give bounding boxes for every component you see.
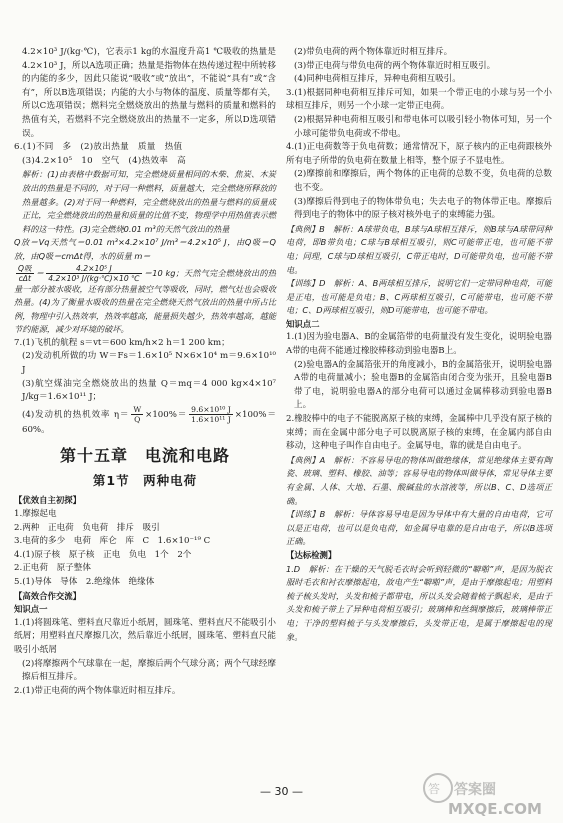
fraction: [46, 264, 141, 283]
fraction-denominator: 4.2×10³ J/(kg·℃)×10 ℃: [48, 273, 140, 283]
explanation-paragraph: 解析：(1)由表格中数据可知，完全燃烧质量相同的木柴、焦炭、木炭放出的热量是不同的，对于同一种燃料，质量越大，完全燃烧所释放的热量越多。(2)对于同一种燃料，完全燃烧放出的热量与燃料的质量成正比，完全燃烧放出的热量和质量的比值不变，物理学中用热值表示燃料的这一特性。(3)完全燃烧0.01 m³的天然气放出的热量: [22, 169, 276, 234]
formula-head: (4)发动机的热机效率 η＝: [22, 409, 130, 420]
fraction-numerator: Q吸: [18, 263, 32, 273]
fraction: [189, 405, 233, 424]
section-header: 【高效合作交流】: [14, 590, 81, 601]
answer-line: 4.(1)正电荷数等于负电荷数；通常情况下，原子核内的正电荷跟核外所有电子所带的负电荷在数量上相等，整个原子不显电性。: [286, 142, 552, 166]
section-header: 【优效自主初探】: [14, 495, 81, 506]
answer-line: 1.(1)将圆珠笔、塑料直尺靠近小纸屑，圆珠笔、塑料直尺不能吸引小纸屑；用塑料直尺摩擦几次，然后靠近小纸屑，圆珠笔、塑料直尺能吸引小纸屑: [14, 617, 276, 655]
formula-line: $\frac{\text{Q吸}}{\text{cΔt}}$ ＝ $\frac{\text{4.2×10⁵ J}}{\text{4.2×10³ J/(kg·℃)×10 ℃}}$ ＝10 kg；天然气完全燃烧放出的热量一部分被水吸收，还有部分热量被空气等吸收，同时，燃气灶也会吸收热量。(4)为了衡量水吸收的热量在完全燃烧天然气放出的热量中所占比例，物理中引入热效率，热效率越高，能量损失越少，热效率越高，越能节约能源，减少对环境的破坏。: [14, 263, 277, 335]
knowledge-point-header: 知识点一: [14, 604, 48, 615]
answer-line: 4.(1)原子核 原子核 正电 负电 1个 2个: [14, 549, 192, 560]
training-block: 【训练】B 解析：导体容易导电是因为导体中有大量的自由电荷，它可以是正电荷，也可以是负电荷，如金属导电靠的是自由电子，所以B选项正确。: [286, 509, 552, 547]
fraction: [131, 405, 143, 424]
answer-line: 7.(1)飞机的航程 s＝vt＝600 km/h×2 h＝1 200 km；: [14, 337, 230, 348]
answer-line: 2.(1)带正电荷的两个物体靠近时相互排斥。: [14, 685, 181, 696]
answer-line: (3)摩擦后得到电子的物体带负电；失去电子的物体带正电。摩擦后得到电子的物体中的原子核对核外电子的束缚能力强。: [294, 196, 552, 221]
answer-line: 1.D 解析：在干燥的天气脱毛衣时会听到轻微的“噼啪”声，是因为脱衣服时毛衣和衬衣摩擦起电，故电产生“噼啪”声，是由于摩擦起电；用塑料梳子梳头发时，头发和梳子都带电，所以头发会随着梳子飘起来，是由于头发和梳子带上了异种电荷相互吸引；玻璃棒和丝绸摩擦后，玻璃棒带正电；干净的塑料梳子与头发摩擦后，头发带正电，是属于摩擦起电的现象。: [286, 563, 552, 642]
explanation-paragraph: Q放＝Vq天然气＝0.01 m³×4.2×10⁷ J/m³＝4.2×10⁵ J，由Q吸＝Q放，由Q吸＝cmΔt得，水的质量 m＝: [14, 237, 276, 261]
fraction-denominator: Q: [134, 414, 141, 424]
formula-tail: ×100%＝60%。: [22, 409, 276, 435]
fraction-denominator: 1.6×10¹¹ J: [191, 414, 231, 424]
answer-line: 1.摩擦起电: [14, 509, 57, 520]
answer-line: 2.橡胶棒中的电子不能脱离原子核的束缚，金属棒中几乎没有原子核的束缚；而在金属中部分电子可以脱离原子核的束缚，在金属内部自由移动，这种电子叫作自由电子。金属导电，靠的就是自由电子。: [286, 414, 553, 452]
answer-line: 3.电荷的多少 电荷 库仑 库 C 1.6×10⁻¹⁹ C: [14, 536, 211, 547]
answer-line: 6.(1)不同 多 (2)放出热量 质量 热值: [14, 142, 183, 153]
answer-line: 1.(1)因为验电器A、B的金属箔带的电荷量没有发生变化，说明验电器A带的电荷不能通过橡胶棒移动到验电器B上。: [286, 332, 552, 357]
chapter-title: 第十五章 电流和电路: [59, 446, 230, 466]
svg-text:答案圈: 答案圈: [454, 782, 496, 798]
section-header: 【达标检测】: [286, 549, 337, 560]
training-block: 【训练】D 解析：A、B两球相互排斥，说明它们一定带同种电荷，可能是正电，也可能是负电；B、C两球相互吸引，C可能带电，也可能不带电；C、D两球相互吸引，则D可能带电，也可能不带电。: [286, 278, 552, 316]
fraction-denominator: cΔt: [18, 273, 31, 283]
answer-line: (2)将摩擦两个气球靠在一起，摩擦后两个气球分离；两个气球经摩擦后相互排斥。: [22, 658, 276, 683]
svg-text:答: 答: [428, 782, 441, 796]
fraction-numerator: W: [133, 404, 142, 414]
fraction-numerator: 9.6×10¹⁰ J: [191, 404, 231, 414]
answer-line: (2)验电器A的金属箔张开的角度减小，B的金属箔张开，说明验电器A带的电荷量减小；验电器B的金属箔由闭合变为张开，且验电器B带了电，说明验电器A的部分电荷可以通过金属棒移动到验电器B上。: [294, 359, 552, 411]
answer-line: (3)航空煤油完全燃烧放出的热量 Q＝mq＝4 000 kg×4×10⁷ J/kg＝1.6×10¹¹ J；: [22, 378, 276, 403]
answer-line: (2)发动机所做的功 W＝Fs＝1.6×10⁵ N×6×10⁴ m＝9.6×10¹⁰ J: [22, 351, 276, 376]
watermark-logo: [418, 770, 558, 818]
knowledge-point-header: 知识点二: [286, 318, 320, 329]
answer-line: 5.(1)导体 导体 2.绝缘体 绝缘体: [14, 577, 155, 587]
answer-line: (3)4.2×10⁵ 10 空气 (4)热效率 高: [22, 155, 186, 166]
answer-line: (2)根据异种电荷相互吸引和带电体可以吸引轻小物体可知，另一个小球可能带负电荷或不带电。: [294, 114, 552, 139]
page-number: — 30 —: [260, 785, 303, 798]
example-block: 【典例】A 解析：不容易导电的物体叫做绝缘体，常见绝缘体主要有陶瓷、玻璃、塑料、橡胶、油等；容易导电的物体叫做导体，常见导体主要有金属、人体、大地、石墨、酸碱盐的水溶液等，所以B、C、D选项正确。: [286, 454, 552, 506]
answer-line: 2.正电荷 原子整体: [14, 563, 91, 574]
explanation-paragraph: 4.2×10³ J/(kg·℃)，它表示1 kg的水温度升高1 ℃吸收的热量是4.2×10³ J，所以A选项正确；热量是指物体在热传递过程中所转移的内能的多少，因此只能说“吸收”或“放出”，不能说“具有”或“含有”，所以B选项错误；内能的大小与物体的温度、质量等都有关，所以C选项错误；燃料完全燃烧放出的热量与燃料的质量和燃料的热值有关，若燃料不完全燃烧放出的热量不一定多，所以D选项错误。: [22, 47, 276, 139]
formula-line: [14, 405, 276, 438]
left-column: [14, 46, 276, 698]
svg-text:MXQE.COM: MXQE.COM: [448, 800, 542, 818]
answer-line: (3)带正电荷与带负电荷的两个物体靠近时相互吸引。: [294, 60, 496, 71]
answer-line: 2.两种 正电荷 负电荷 排斥 吸引: [14, 522, 160, 533]
answer-line: (2)摩擦前和摩擦后，两个物体的正电荷的总数不变，负电荷的总数也不变。: [294, 169, 552, 193]
formula-tail: ＝10 kg；天然气完全燃烧放出的热量一部分被水吸收，还有部分热量被空气等吸收，同时，燃气灶也会吸收热量。(4)为了衡量水吸收的热量在完全燃烧天然气放出的热量中所占比例，物理中引入热效率，热效率越高，能量损失越少，热效率越高，越能节约能源，减少对环境的破坏。: [14, 267, 277, 335]
section-title: 第1节 两种电荷: [92, 473, 198, 489]
formula-mid: ×100%＝: [145, 409, 188, 420]
answer-line: (4)同种电荷相互排斥，异种电荷相互吸引。: [294, 74, 461, 85]
answer-line: (2)带负电荷的两个物体靠近时相互排斥。: [294, 47, 453, 57]
fraction: [16, 264, 34, 283]
answer-line: 3.(1)根据同种电荷相互排斥可知，如果一个带正电的小球与另一个小球相互排斥，则另一个小球一定带正电荷。: [286, 87, 552, 112]
example-block: 【典例】B 解析：A球带负电，B球与A球相互排斥，则B球与A球带同种电荷，即B带负电；C球与B球相互吸引，则C可能带正电，也可能不带电；同理，C球与D球相互吸引，C带正电时，D可能带负电，也可能不带电。: [286, 223, 552, 275]
right-column: [286, 46, 552, 644]
fraction-numerator: 4.2×10⁵ J: [46, 264, 141, 274]
